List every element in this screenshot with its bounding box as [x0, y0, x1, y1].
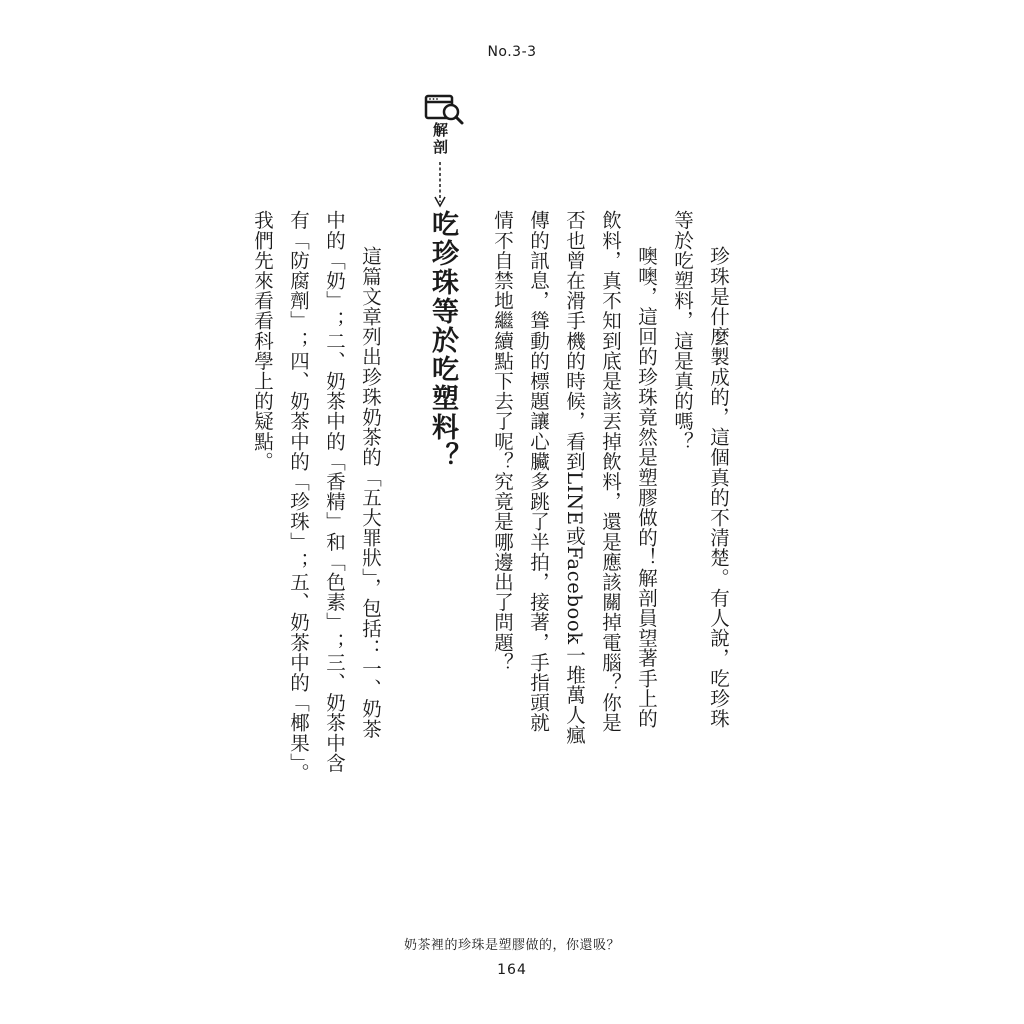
intro-line: 等於吃塑料，這是真的嗎？	[671, 210, 694, 452]
paragraph-line: 情不自禁地繼續點下去了呢？究竟是哪邊出了問題？	[491, 210, 514, 673]
paragraph-line: 否也曾在滑手機的時候，看到LINE或Facebook一堆萬人瘋	[563, 210, 586, 746]
intro-text-2	[664, 210, 700, 451]
dashed-arrow-icon	[432, 162, 448, 208]
paragraph-line: 我們先來看看科學上的疑點。	[251, 210, 274, 472]
paragraph-line: 中的「奶」；二、奶茶中的「香精」和「色素」；三、奶茶中含	[323, 210, 346, 773]
intro-line: 珍珠是什麼製成的，這個真的不清楚。有人說，吃珍珠	[707, 246, 730, 729]
section-label: 解剖	[431, 122, 449, 156]
paragraph-line: 這篇文章列出珍珠奶茶的「五大罪狀」，包括：一、奶茶	[359, 246, 382, 739]
paragraph-line: 噢噢，這回的珍珠竟然是塑膠做的！解剖員望著手上的	[635, 246, 658, 729]
paragraph-line: 傳的訊息，聳動的標題讓心臟多跳了半拍，接著，手指頭就	[527, 210, 550, 733]
paragraph-line: 飲料，真不知到底是該丟掉飲料，還是應該關掉電腦？你是	[599, 210, 622, 733]
page-number: 164	[497, 962, 527, 978]
section-heading: 吃珍珠等於吃塑料？	[427, 210, 458, 471]
chapter-number: No.3-3	[487, 44, 537, 60]
paragraph-line: 有「防腐劑」；四、奶茶中的「珍珠」；五、奶茶中的「椰果」。	[287, 210, 310, 784]
book-title-footer: 奶茶裡的珍珠是塑膠做的，你還吸？	[403, 938, 620, 953]
intro-text	[700, 246, 736, 728]
